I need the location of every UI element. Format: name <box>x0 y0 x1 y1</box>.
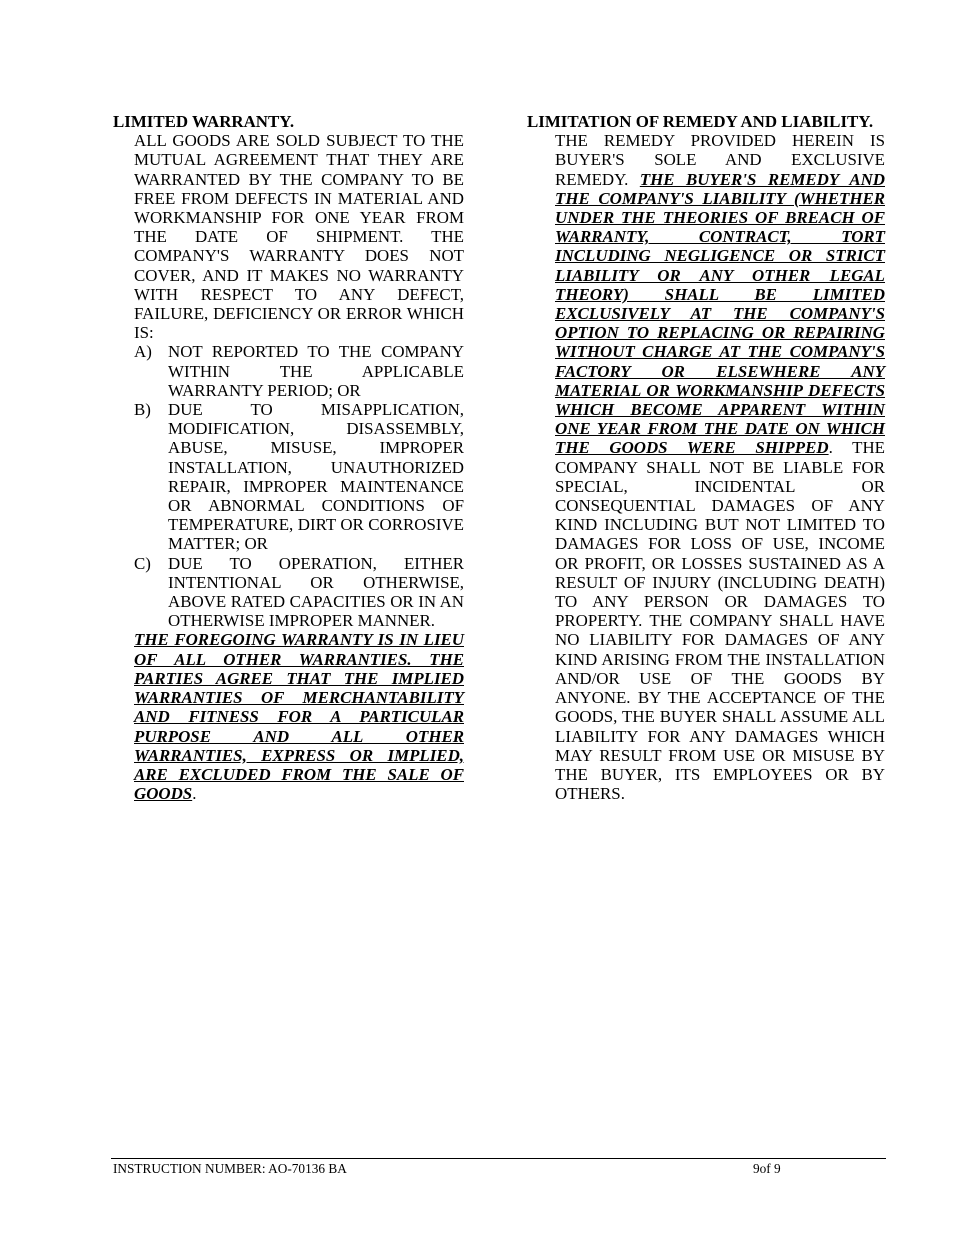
list-item <box>134 554 464 631</box>
limitation-rest: . THE COMPANY SHALL NOT BE LIABLE FOR SPECIAL, INCIDENTAL OR CONSEQUENTIAL DAMAGES OF ANY KIND INCLUDING BUT NOT LIMITED TO DAMAGES FOR LOSS OF USE, INCOME OR PROFIT, OR LOSSES SUSTAINED AS A RESULT OF INJURY (INCLUDING DEATH) TO ANY PERSON OR DAMAGES TO PROPERTY. THE COMPANY SHALL HAVE NO LIABILITY FOR DAMAGES OF ANY KIND ARISING FROM THE INSTALLATION AND/OR USE OF THE GOODS BY ANYONE. BY THE ACCEPTANCE OF THE GOODS, THE BUYER SHALL ASSUME ALL LIABILITY FOR ANY DAMAGES WHICH MAY RESULT FROM USE OR MISUSE BY THE BUYER, ITS EMPLOYEES OR BY OTHERS. <box>555 438 885 804</box>
list-item-text: DUE TO MISAPPLICATION, MODIFICATION, DISASSEMBLY, ABUSE, MISUSE, IMPROPER INSTALLATION, UNAUTHORIZED REPAIR, IMPROPER MAINTENANCE OR ABNORMAL CONDITIONS OF TEMPERATURE, DIRT OR CORROSIVE MATTER; OR <box>168 400 464 554</box>
warranty-disclaimer-end: . <box>192 784 197 804</box>
limitation-heading: LIMITATION OF REMEDY AND LIABILITY. <box>527 112 874 131</box>
list-item-text: DUE TO OPERATION, EITHER INTENTIONAL OR OTHERWISE, ABOVE RATED CAPACITIES OR IN AN OTHERWISE IMPROPER MANNER. <box>168 553 464 631</box>
exclusion-list <box>134 342 464 630</box>
instruction-number: INSTRUCTION NUMBER: AO-70136 BA <box>113 1161 347 1176</box>
list-marker: C) <box>134 553 151 573</box>
list-marker: A) <box>134 342 152 362</box>
limited-warranty-section <box>113 112 464 803</box>
limitation-body <box>555 131 885 803</box>
page-number: 9of 9 <box>753 1161 781 1176</box>
limitation-emphasis: THE BUYER'S REMEDY AND THE COMPANY'S LIABILITY (WHETHER UNDER THE THEORIES OF BREACH OF WARRANTY, CONTRACT, TORT INCLUDING NEGLIGENCE OR STRICT LIABILITY OR ANY OTHER LEGAL THEORY) SHALL BE LIMITED EXCLUSIVELY AT THE COMPANY'S OPTION TO REPLACING OR REPAIRING WITHOUT CHARGE AT THE COMPANY'S FACTORY OR ELSEWHERE ANY MATERIAL OR WORKMANSHIP DEFECTS WHICH BECOME APPARENT WITHIN ONE YEAR FROM THE DATE ON WHICH THE GOODS WERE SHIPPED <box>555 169 885 458</box>
list-item <box>134 342 464 400</box>
list-item <box>134 400 464 554</box>
page-footer <box>111 1158 886 1176</box>
limited-warranty-intro: ALL GOODS ARE SOLD SUBJECT TO THE MUTUAL AGREEMENT THAT THEY ARE WARRANTED BY THE COMPANY TO BE FREE FROM DEFECTS IN MATERIAL AND WORKMANSHIP FOR ONE YEAR FROM THE DATE OF SHIPMENT. THE COMPANY'S WARRANTY DOES NOT COVER, AND IT MAKES NO WARRANTY WITH RESPECT TO ANY DEFECT, FAILURE, DEFICIENCY OR ERROR WHICH IS: <box>134 131 464 343</box>
list-item-text: NOT REPORTED TO THE COMPANY WITHIN THE APPLICABLE WARRANTY PERIOD; OR <box>168 342 464 400</box>
warranty-disclaimer <box>134 630 464 803</box>
limitation-intro: THE REMEDY PROVIDED HEREIN IS BUYER'S SOLE AND EXCLUSIVE REMEDY. <box>555 131 885 189</box>
warranty-disclaimer-emphasis: THE FOREGOING WARRANTY IS IN LIEU OF ALL OTHER WARRANTIES. THE PARTIES AGREE THAT THE IMPLIED WARRANTIES OF MERCHANTABILITY AND FITNESS FOR A PARTICULAR PURPOSE AND ALL OTHER WARRANTIES, EXPRESS OR IMPLIED, ARE EXCLUDED FROM THE SALE OF GOODS <box>134 630 464 804</box>
list-marker: B) <box>134 400 151 420</box>
limited-warranty-heading: LIMITED WARRANTY. <box>113 112 295 131</box>
limitation-of-remedy-section <box>527 112 885 803</box>
